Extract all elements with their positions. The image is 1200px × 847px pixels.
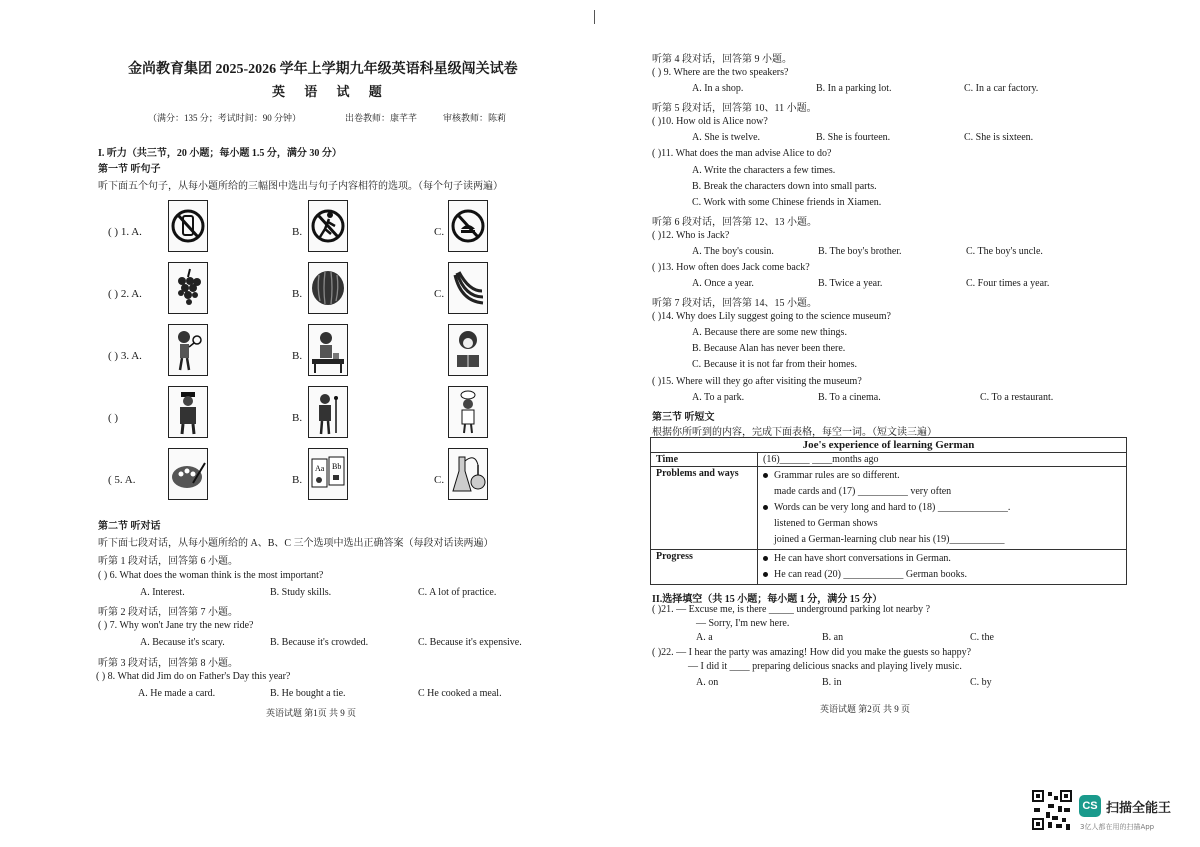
progress-2 xyxy=(763,567,1121,583)
child-magnifier-image xyxy=(168,324,208,376)
q22-option-b: B. in xyxy=(822,677,842,688)
exam-reviewer: 审核教师：陈莉 xyxy=(443,113,507,123)
q13-stem: ( )13. How often does Jack come back? xyxy=(652,262,810,273)
time-label: Time xyxy=(651,453,758,467)
q12-option-b: B. The boy's brother. xyxy=(818,246,902,257)
part-1-instructions: 听下面五个句子，从每小题所给的三幅图中选出与句子内容相符的选项。（每个句子读两遍） xyxy=(98,181,503,192)
page-2-footer: 英语试题 第2页 共 9 页 xyxy=(820,704,911,714)
q1-option-c: C. xyxy=(434,226,445,238)
q11-stem: ( )11. What does the man advise Alice to do? xyxy=(652,148,832,159)
exam-meta: （满分：135 分；考试时间：90 分钟） xyxy=(148,113,302,123)
q11-option-b: B. Break the characters down into small parts. xyxy=(692,181,877,192)
bananas-image xyxy=(448,262,488,314)
dialogue-2-note: 听第 2 段对话，回答第 7 小题。 xyxy=(98,607,238,618)
q14-option-a: A. Because there are some new things. xyxy=(692,327,847,338)
q21-stem: ( )21. — Excuse me, is there _____ underground parking lot nearby ? xyxy=(652,604,931,615)
q21-option-b: B. an xyxy=(822,632,844,643)
q4-label: ( ) xyxy=(108,412,119,424)
q13-option-b: B. Twice a year. xyxy=(818,278,883,289)
q12-stem: ( )12. Who is Jack? xyxy=(652,230,730,241)
q22-option-a: A. on xyxy=(696,677,719,688)
way-3: joined a German-learning club near his (19)___________ xyxy=(774,534,1005,545)
part-2-heading: 第二节 听对话 xyxy=(98,521,161,532)
police-officer-image xyxy=(168,386,208,438)
q6-option-b: B. Study skills. xyxy=(270,587,332,598)
q15-option-a: A. To a park. xyxy=(692,392,745,403)
q10-option-b: B. She is fourteen. xyxy=(816,132,891,143)
scanner-tagline: 3亿人都在用的扫描App xyxy=(1080,823,1155,831)
dialogue-3-note: 听第 3 段对话，回答第 8 小题。 xyxy=(98,658,238,669)
progress-label: Progress xyxy=(651,550,758,585)
q14-option-c: C. Because it is not far from their homes. xyxy=(692,359,857,370)
q3-option-b: B. xyxy=(292,350,303,362)
problem-2-text: Words can be very long and hard to (18) ______________. xyxy=(774,502,1011,513)
time-value: (16)______ ____months ago xyxy=(758,453,1127,467)
dialogue-7-note: 听第 7 段对话，回答第 14、15 小题。 xyxy=(652,298,817,309)
q15-option-c: C. To a restaurant. xyxy=(980,392,1054,403)
chef-image xyxy=(448,386,488,438)
q6-stem: ( ) 6. What does the woman think is the most important? xyxy=(98,570,324,581)
q5-label: ( 5. A. xyxy=(108,474,136,486)
dialogue-5-note: 听第 5 段对话，回答第 10、11 小题。 xyxy=(652,103,817,114)
exam-page-2 xyxy=(600,0,1200,847)
no-phone-sign-image xyxy=(168,200,208,252)
q14-option-b: B. Because Alan has never been there. xyxy=(692,343,846,354)
q21-option-c: C. the xyxy=(970,632,994,643)
science-flasks-image xyxy=(448,448,488,500)
dialogue-6-note: 听第 6 段对话，回答第 12、13 小题。 xyxy=(652,217,817,228)
q10-option-a: A. She is twelve. xyxy=(692,132,761,143)
problem-1-text: Grammar rules are so different. xyxy=(774,470,900,481)
svg-text:Aa: Aa xyxy=(315,464,325,473)
problems-cell xyxy=(758,467,1127,550)
q9-option-c: C. In a car factory. xyxy=(964,83,1039,94)
q7-stem: ( ) 7. Why won't Jane try the new ride? xyxy=(98,620,254,631)
part-3-instructions: 根据你所听到的内容，完成下面表格，每空一词。（短文读三遍） xyxy=(652,427,937,438)
bullet-icon xyxy=(763,572,768,577)
q8-option-a: A. He made a card. xyxy=(138,688,216,699)
q3-label: ( ) 3. A. xyxy=(108,350,142,362)
q11-option-a: A. Write the characters a few times. xyxy=(692,165,836,176)
progress-1-text: He can have short conversations in German. xyxy=(774,553,951,564)
section-1-heading: I. 听力（共三节，20 小题；每小题 1.5 分，满分 30 分） xyxy=(98,148,342,159)
part-1-heading: 第一节 听句子 xyxy=(98,164,161,175)
exam-subtitle: 英 语 试 题 xyxy=(272,84,390,99)
svg-text:Bb: Bb xyxy=(332,462,342,471)
no-food-sign-image xyxy=(448,200,488,252)
q1-label: ( ) 1. A. xyxy=(108,226,142,238)
q15-option-b: B. To a cinema. xyxy=(818,392,881,403)
q4-option-b: B. xyxy=(292,412,303,424)
q1-option-b: B. xyxy=(292,226,303,238)
student-at-desk-image xyxy=(308,324,348,376)
q5-option-c: C. xyxy=(434,474,445,486)
problem-2 xyxy=(763,500,1121,516)
camscanner-logo-icon: CS xyxy=(1079,795,1101,817)
q6-option-a: A. Interest. xyxy=(140,587,185,598)
q13-option-a: A. Once a year. xyxy=(692,278,754,289)
watermelon-image xyxy=(308,262,348,314)
exam-author: 出卷教师：康芊芊 xyxy=(345,113,418,123)
qr-code-icon xyxy=(1032,790,1072,830)
q22-stem: ( )22. — I hear the party was amazing! How did you make the guests so happy? xyxy=(652,647,972,658)
q2-option-b: B. xyxy=(292,288,303,300)
exam-title: 金尚教育集团 2025-2026 学年上学期九年级英语科星级闯关试卷 xyxy=(128,62,518,77)
q12-option-c: C. The boy's uncle. xyxy=(966,246,1043,257)
dialogue-1-note: 听第 1 段对话，回答第 6 小题。 xyxy=(98,556,238,567)
q9-stem: ( ) 9. Where are the two speakers? xyxy=(652,67,789,78)
q9-option-b: B. In a parking lot. xyxy=(816,83,892,94)
q22-option-c: C. by xyxy=(970,677,992,688)
q11-option-c: C. Work with some Chinese friends in Xiamen. xyxy=(692,197,882,208)
q8-option-c: C He cooked a meal. xyxy=(418,688,502,699)
way-2: listened to German shows xyxy=(774,518,878,529)
section-2-heading: II.选择填空（共 15 小题；每小题 1 分，满分 15 分） xyxy=(652,594,883,605)
problems-label: Problems and ways xyxy=(651,467,758,550)
q2-label: ( ) 2. A. xyxy=(108,288,142,300)
q21-reply: — Sorry, I'm new here. xyxy=(696,618,790,629)
table-title: Joe's experience of learning German xyxy=(651,438,1127,453)
grapes-image xyxy=(168,262,208,314)
girl-reading-image xyxy=(448,324,488,376)
part-3-heading: 第三节 听短文 xyxy=(652,412,715,423)
q8-stem: ( ) 8. What did Jim do on Father's Day this year? xyxy=(96,671,291,682)
paint-palette-image xyxy=(168,448,208,500)
q8-option-b: B. He bought a tie. xyxy=(270,688,346,699)
bullet-icon xyxy=(763,556,768,561)
q12-option-a: A. The boy's cousin. xyxy=(692,246,774,257)
bullet-icon xyxy=(763,505,768,510)
singer-image xyxy=(308,386,348,438)
q5-option-b: B. xyxy=(292,474,303,486)
way-1: made cards and (17) __________ very often xyxy=(774,486,952,497)
progress-2-text: He can read (20) ____________ German books. xyxy=(774,569,968,580)
dialogue-4-note: 听第 4 段对话，回答第 9 小题。 xyxy=(652,54,792,65)
q9-option-a: A. In a shop. xyxy=(692,83,744,94)
q7-option-c: C. Because it's expensive. xyxy=(418,637,522,648)
bullet-icon xyxy=(763,473,768,478)
q13-option-c: C. Four times a year. xyxy=(966,278,1050,289)
no-running-sign-image xyxy=(308,200,348,252)
q7-option-a: A. Because it's scary. xyxy=(140,637,225,648)
joe-german-table xyxy=(650,437,1127,585)
scanner-app-name: 扫描全能王 xyxy=(1106,801,1172,816)
q22-reply: — I did it ____ preparing delicious snacks and playing lively music. xyxy=(688,661,962,672)
q10-option-c: C. She is sixteen. xyxy=(964,132,1034,143)
problem-1 xyxy=(763,468,1121,484)
q10-stem: ( )10. How old is Alice now? xyxy=(652,116,768,127)
progress-cell xyxy=(758,550,1127,585)
q6-option-c: C. A lot of practice. xyxy=(418,587,497,598)
q14-stem: ( )14. Why does Lily suggest going to the science museum? xyxy=(652,311,891,322)
q7-option-b: B. Because it's crowded. xyxy=(270,637,369,648)
progress-1 xyxy=(763,551,1121,567)
alphabet-cards-image xyxy=(308,448,348,500)
page-1-footer: 英语试题 第1页 共 9 页 xyxy=(266,708,357,718)
q15-stem: ( )15. Where will they go after visiting the museum? xyxy=(652,376,862,387)
q2-option-c: C. xyxy=(434,288,445,300)
q21-option-a: A. a xyxy=(696,632,713,643)
part-2-instructions: 听下面七段对话，从每小题所给的 A、B、C 三个选项中选出正确答案（每段对话读两遍） xyxy=(98,538,494,549)
